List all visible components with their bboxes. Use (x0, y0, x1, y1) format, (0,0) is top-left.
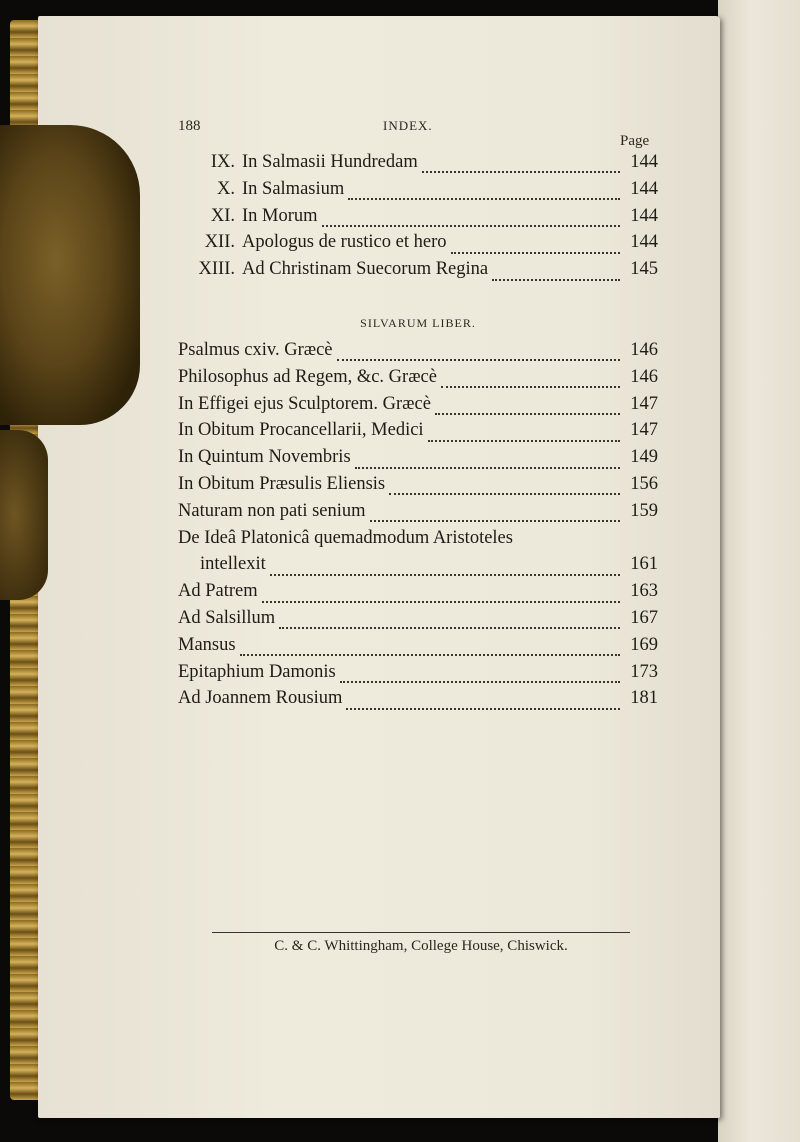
clasp-lower (0, 430, 48, 600)
list-item (178, 447, 658, 474)
entry-title: Psalmus cxiv. Græcè (178, 340, 333, 360)
dot-leader (348, 188, 620, 200)
entry-page: 167 (630, 607, 658, 628)
dot-leader (492, 269, 620, 281)
entry-page: 146 (630, 366, 658, 387)
list-item (178, 206, 658, 233)
dot-leader (240, 644, 620, 656)
dot-leader (435, 403, 620, 415)
entry-page: 147 (630, 393, 658, 414)
entry-title: Naturam non pati senium (178, 500, 366, 521)
list-item (178, 608, 658, 635)
entry-page: 149 (630, 447, 658, 468)
list-item (178, 232, 658, 259)
clasp (0, 125, 140, 425)
list-item (178, 528, 658, 555)
entry-numeral: IX. (210, 152, 235, 172)
entry-title: In Quintum Novembris (178, 447, 351, 468)
section-heading: SILVARUM LIBER. (360, 316, 476, 330)
list-item (178, 179, 658, 206)
entry-page: 161 (630, 554, 658, 575)
list-item (178, 394, 658, 421)
entry-title: In Effigei ejus Sculptorem. Græcè (178, 393, 431, 414)
entry-title-line1: De Ideâ Platonicâ quemadmodum Aristoteles (178, 527, 513, 548)
entry-title: Epitaphium Damonis (178, 661, 336, 682)
entry-title: Ad Joannem Rousium (178, 688, 343, 709)
dot-leader (270, 564, 620, 576)
dot-leader (428, 430, 620, 442)
entry-numeral: XIII. (198, 259, 235, 280)
entry-page: 181 (630, 688, 658, 709)
list-item (178, 420, 658, 447)
dot-leader (262, 591, 620, 603)
printer-imprint: C. & C. Whittingham, College House, Chiswick. (274, 938, 568, 954)
list-item (178, 474, 658, 501)
footer-rule (212, 932, 630, 933)
dot-leader (422, 161, 620, 173)
entry-title: Philosophus ad Regem, &c. Græcè (178, 366, 437, 387)
facing-page-edge (718, 0, 800, 1142)
dot-leader (340, 671, 620, 683)
entry-page: 144 (630, 178, 658, 199)
dot-leader (355, 457, 620, 469)
entry-title: Ad Christinam Suecorum Regina (242, 259, 489, 280)
epigram-list (178, 152, 658, 286)
entry-page: 146 (630, 340, 658, 360)
entry-page: 163 (630, 581, 658, 602)
entry-numeral: XII. (204, 232, 235, 253)
list-item (178, 581, 658, 608)
running-head (178, 118, 658, 140)
entry-page: 144 (630, 205, 658, 226)
entry-page: 144 (630, 232, 658, 253)
entry-title: In Salmasii Hundredam (242, 152, 418, 172)
list-item (178, 662, 658, 689)
entry-title: In Morum (242, 205, 318, 226)
entry-page: 145 (630, 259, 658, 280)
dot-leader (441, 376, 620, 388)
page-column-label: Page (620, 133, 650, 149)
entry-title: In Obitum Procancellarii, Medici (178, 420, 424, 441)
dot-leader (451, 242, 621, 254)
list-item (178, 259, 658, 286)
list-item (178, 501, 658, 528)
entry-page: 169 (630, 634, 658, 655)
list-item (178, 340, 658, 367)
entry-page: 147 (630, 420, 658, 441)
entry-title: Ad Salsillum (178, 607, 276, 628)
entry-title: Apologus de rustico et hero (242, 232, 447, 253)
entry-page: 159 (630, 500, 658, 521)
list-item (178, 152, 658, 179)
entry-page: 156 (630, 473, 658, 494)
entry-page: 173 (630, 661, 658, 682)
entry-title: In Salmasium (242, 178, 345, 199)
dot-leader (370, 510, 620, 522)
dot-leader (279, 617, 620, 629)
dot-leader (322, 215, 620, 227)
page-title: INDEX. (383, 118, 433, 133)
dot-leader (337, 349, 621, 361)
entry-page: 144 (630, 152, 658, 172)
dot-leader (346, 698, 620, 710)
list-item (178, 688, 658, 715)
list-item (178, 367, 658, 394)
entry-numeral: X. (217, 178, 235, 199)
dot-leader (389, 483, 620, 495)
list-item (178, 635, 658, 662)
entry-title: Mansus (178, 634, 236, 655)
page-number: 188 (178, 118, 201, 134)
list-item-continuation (178, 554, 658, 581)
silvarum-list (178, 340, 658, 715)
entry-title-line2: intellexit (200, 554, 266, 575)
entry-title: In Obitum Præsulis Eliensis (178, 473, 386, 494)
entry-title: Ad Patrem (178, 581, 258, 602)
entry-numeral: XI. (210, 205, 235, 226)
